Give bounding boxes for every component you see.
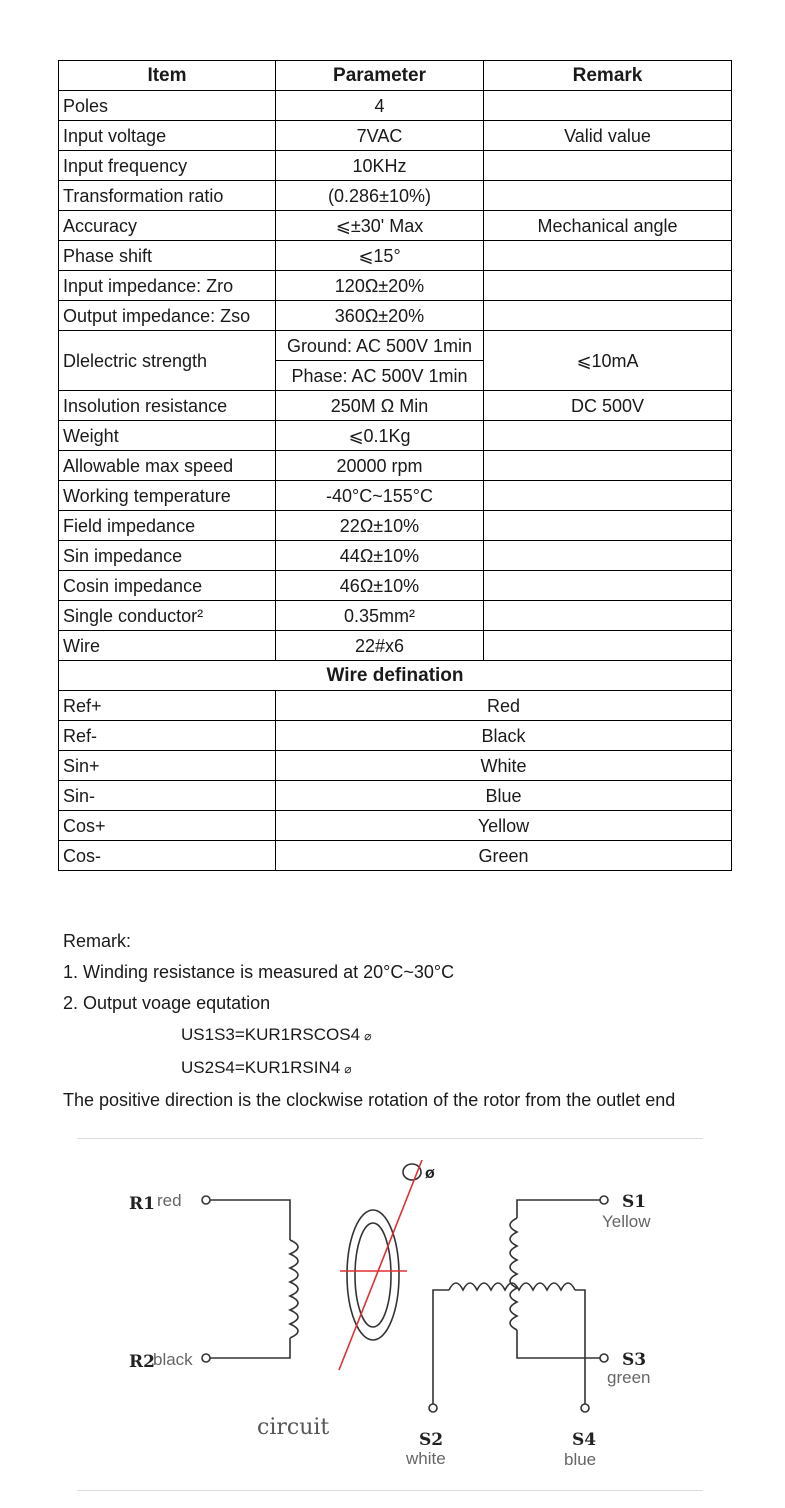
- cell-item: Working temperature: [59, 481, 276, 511]
- cell-remark: [484, 601, 732, 631]
- cell-param: 7VAC: [276, 121, 484, 151]
- table-row: [59, 601, 732, 631]
- table-row: [59, 631, 732, 661]
- s3-color-label: green: [607, 1368, 651, 1387]
- cell-remark: [484, 181, 732, 211]
- wire-name: Ref-: [59, 721, 276, 751]
- header-parameter: Parameter: [276, 61, 484, 91]
- cell-item: Wire: [59, 631, 276, 661]
- divider: [77, 1138, 703, 1139]
- cell-param: 10KHz: [276, 151, 484, 181]
- table-row: [59, 211, 732, 241]
- secondary-coil-vertical: [510, 1218, 517, 1330]
- wire-r2: [210, 1338, 290, 1358]
- equation-1: [63, 1019, 763, 1052]
- wire-row: [59, 721, 732, 751]
- wire-name: Ref+: [59, 691, 276, 721]
- cell-param: 0.35mm²: [276, 601, 484, 631]
- s3-label: S3: [622, 1350, 647, 1370]
- r1-color-label: red: [157, 1191, 182, 1210]
- circuit-caption: circuit: [257, 1415, 330, 1440]
- table-row-dielectric: [59, 331, 732, 361]
- remark-note: The positive direction is the clockwise rotation of the rotor from the outlet end: [63, 1090, 676, 1110]
- cell-remark: ⩽10mA: [484, 331, 732, 391]
- table-row: [59, 451, 732, 481]
- remark-title: Remark:: [63, 931, 132, 951]
- header-item: Item: [59, 61, 276, 91]
- cell-remark: [484, 451, 732, 481]
- wire-row: [59, 811, 732, 841]
- cell-param: 4: [276, 91, 484, 121]
- wire-color: Green: [276, 841, 732, 871]
- s1-terminal: [600, 1196, 608, 1204]
- s3-terminal: [600, 1354, 608, 1362]
- r2-label: R2: [129, 1352, 155, 1372]
- phi-icon: ⌀: [344, 1062, 352, 1076]
- table-row: [59, 151, 732, 181]
- wire-row: [59, 691, 732, 721]
- cell-remark: DC 500V: [484, 391, 732, 421]
- cell-remark: Mechanical angle: [484, 211, 732, 241]
- equation-2: [63, 1052, 763, 1085]
- phi-icon: ⌀: [364, 1029, 372, 1043]
- wire-color: Yellow: [276, 811, 732, 841]
- table-row: [59, 241, 732, 271]
- cell-remark: [484, 91, 732, 121]
- cell-param: (0.286±10%): [276, 181, 484, 211]
- wire-row: [59, 781, 732, 811]
- cell-param: ⩽15°: [276, 241, 484, 271]
- table-row: [59, 391, 732, 421]
- primary-coil: [290, 1240, 298, 1338]
- cell-item: Allowable max speed: [59, 451, 276, 481]
- cell-item: Output impedance: Zso: [59, 301, 276, 331]
- cell-item: Input impedance: Zro: [59, 271, 276, 301]
- cell-remark: [484, 481, 732, 511]
- cell-item: Input frequency: [59, 151, 276, 181]
- s4-terminal: [581, 1404, 589, 1412]
- r2-terminal: [202, 1354, 210, 1362]
- table-row: [59, 511, 732, 541]
- cell-remark: [484, 241, 732, 271]
- phi-symbol-icon: [403, 1164, 421, 1180]
- table-row: [59, 421, 732, 451]
- cell-param: Ground: AC 500V 1min: [276, 331, 484, 361]
- table-header-row: [59, 61, 732, 91]
- spec-table: [58, 60, 732, 871]
- circuit-diagram: [77, 1140, 703, 1488]
- cell-item: Poles: [59, 91, 276, 121]
- cell-remark: Valid value: [484, 121, 732, 151]
- cell-param: 360Ω±20%: [276, 301, 484, 331]
- wire-name: Cos-: [59, 841, 276, 871]
- cell-item: Transformation ratio: [59, 181, 276, 211]
- cell-param: Phase: AC 500V 1min: [276, 361, 484, 391]
- wire-color: Red: [276, 691, 732, 721]
- table-row: [59, 91, 732, 121]
- cell-remark: [484, 151, 732, 181]
- cell-param: ⩽±30' Max: [276, 211, 484, 241]
- remark-line-2: 2. Output voage equtation: [63, 993, 271, 1013]
- cell-remark: [484, 301, 732, 331]
- wire-color: Black: [276, 721, 732, 751]
- s4-label: S4: [572, 1430, 597, 1450]
- rotor-axis-line: [339, 1160, 422, 1370]
- table-row: [59, 121, 732, 151]
- remarks-section: [63, 926, 763, 1116]
- cell-param: 20000 rpm: [276, 451, 484, 481]
- cell-item: Single conductor²: [59, 601, 276, 631]
- equation-1-text: US1S3=KUR1RSCOS4: [181, 1025, 361, 1044]
- r1-terminal: [202, 1196, 210, 1204]
- s2-terminal: [429, 1404, 437, 1412]
- equation-2-text: US2S4=KUR1RSIN4: [181, 1058, 341, 1077]
- wire-s4: [575, 1290, 585, 1404]
- wire-name: Cos+: [59, 811, 276, 841]
- header-remark: Remark: [484, 61, 732, 91]
- cell-remark: [484, 631, 732, 661]
- cell-param: -40°C~155°C: [276, 481, 484, 511]
- cell-param: 44Ω±10%: [276, 541, 484, 571]
- wire-row: [59, 841, 732, 871]
- table-row: [59, 181, 732, 211]
- wire-s1: [517, 1200, 600, 1218]
- table-row: [59, 571, 732, 601]
- s2-color-label: white: [406, 1449, 446, 1468]
- table-row: [59, 301, 732, 331]
- wire-name: Sin-: [59, 781, 276, 811]
- wire-color: White: [276, 751, 732, 781]
- cell-item: Accuracy: [59, 211, 276, 241]
- wire-s3: [517, 1330, 600, 1358]
- r1-label: R1: [129, 1194, 155, 1214]
- cell-item: Field impedance: [59, 511, 276, 541]
- cell-item: Phase shift: [59, 241, 276, 271]
- cell-item: Insolution resistance: [59, 391, 276, 421]
- cell-param: 46Ω±10%: [276, 571, 484, 601]
- cell-param: 120Ω±20%: [276, 271, 484, 301]
- table-row: [59, 271, 732, 301]
- cell-remark: [484, 271, 732, 301]
- wire-row: [59, 751, 732, 781]
- remark-line-1: 1. Winding resistance is measured at 20°C~30°C: [63, 962, 455, 982]
- wire-color: Blue: [276, 781, 732, 811]
- cell-param: 22Ω±10%: [276, 511, 484, 541]
- s2-label: S2: [419, 1430, 444, 1450]
- table-row: [59, 541, 732, 571]
- cell-remark: [484, 541, 732, 571]
- wire-s2: [433, 1290, 449, 1404]
- cell-item: Cosin impedance: [59, 571, 276, 601]
- cell-item: Dlelectric strength: [59, 331, 276, 391]
- r2-color-label: black: [153, 1350, 193, 1369]
- cell-param: ⩽0.1Kg: [276, 421, 484, 451]
- wire-definition-title-row: [59, 661, 732, 691]
- wire-definition-title: Wire defination: [59, 661, 732, 691]
- cell-remark: [484, 511, 732, 541]
- wire-name: Sin+: [59, 751, 276, 781]
- s4-color-label: blue: [564, 1450, 597, 1469]
- cell-item: Input voltage: [59, 121, 276, 151]
- table-row: [59, 481, 732, 511]
- cell-item: Sin impedance: [59, 541, 276, 571]
- rotor-inner: [355, 1223, 391, 1327]
- cell-param: 22#x6: [276, 631, 484, 661]
- s1-label: S1: [622, 1192, 647, 1212]
- wire-r1: [210, 1200, 290, 1240]
- cell-item: Weight: [59, 421, 276, 451]
- phi-label: ø: [425, 1165, 435, 1182]
- cell-remark: [484, 571, 732, 601]
- cell-remark: [484, 421, 732, 451]
- s1-color-label: Yellow: [602, 1212, 651, 1231]
- divider: [77, 1490, 703, 1491]
- cell-param: 250M Ω Min: [276, 391, 484, 421]
